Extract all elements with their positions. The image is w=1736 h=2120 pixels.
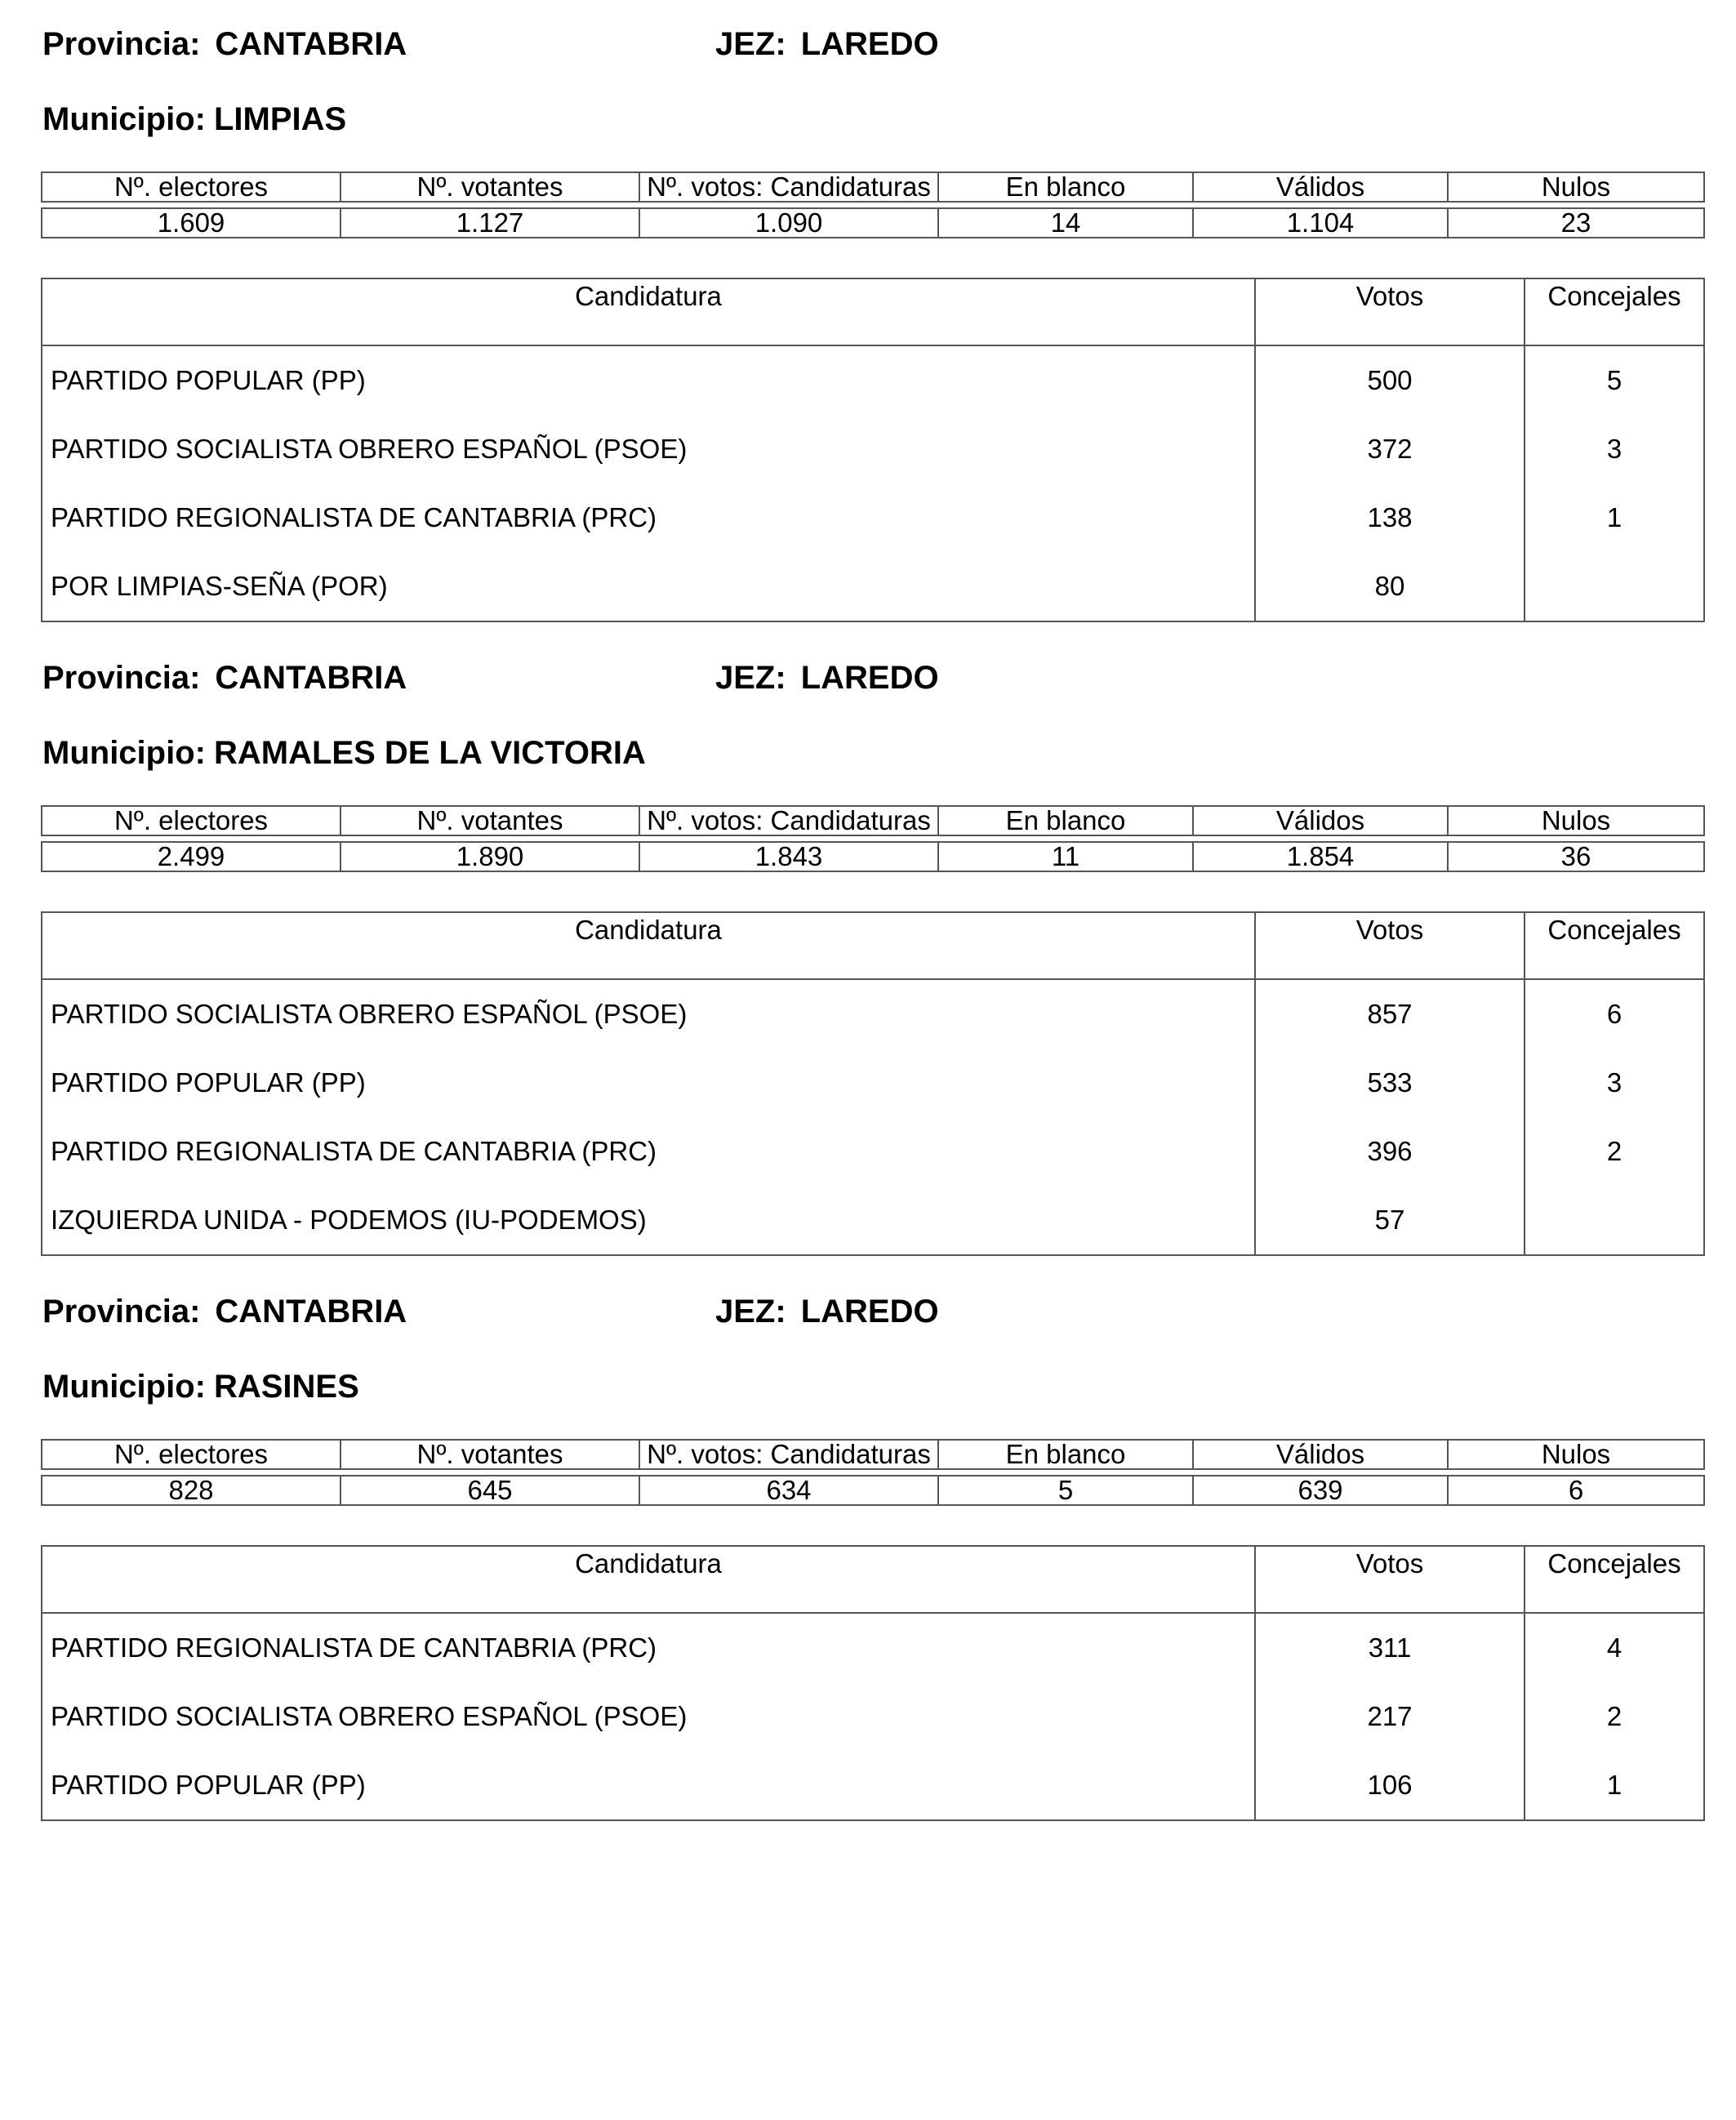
candidatura-name: PARTIDO SOCIALISTA OBRERO ESPAÑOL (PSOE)	[51, 434, 688, 464]
candidatura-name: PARTIDO REGIONALISTA DE CANTABRIA (PRC)	[51, 502, 657, 532]
municipio-heading	[42, 733, 646, 773]
jez-label: JEZ:	[715, 660, 786, 696]
candidatura-votos: 57	[1255, 1186, 1525, 1255]
value-votantes: 1.127	[341, 208, 639, 238]
candidatura-votos: 533	[1255, 1049, 1525, 1117]
summary-table	[41, 171, 1705, 238]
header-nulos: Nulos	[1448, 806, 1704, 835]
jez-label: JEZ:	[715, 1294, 786, 1329]
candidatura-row	[42, 483, 1704, 552]
candidatura-name: PARTIDO POPULAR (PP)	[51, 1067, 366, 1098]
municipio-heading	[42, 100, 346, 139]
candidatura-name: PARTIDO POPULAR (PP)	[51, 1770, 366, 1800]
provincia-value: CANTABRIA	[215, 1294, 407, 1329]
value-en-blanco: 5	[938, 1476, 1193, 1505]
jez-value: LAREDO	[800, 26, 939, 62]
value-votantes: 1.890	[341, 842, 639, 871]
municipio-label: Municipio:	[42, 1369, 206, 1405]
header-validos: Válidos	[1193, 806, 1448, 835]
candidatura-votos: 396	[1255, 1117, 1525, 1186]
value-electores: 828	[42, 1476, 341, 1505]
candidatura-row	[42, 979, 1704, 1049]
jez-value: LAREDO	[800, 1294, 939, 1329]
municipio-value: RASINES	[213, 1369, 359, 1405]
candidatura-votos: 138	[1255, 483, 1525, 552]
candidatura-votos: 857	[1255, 979, 1525, 1049]
header-candidatura: Candidatura	[42, 1546, 1255, 1613]
value-en-blanco: 11	[938, 842, 1193, 871]
value-validos: 1.104	[1193, 208, 1448, 238]
summary-gap	[42, 1469, 1704, 1476]
value-electores: 1.609	[42, 208, 341, 238]
candidatura-concejales: 2	[1525, 1682, 1704, 1751]
municipio-section-limpias	[41, 0, 1703, 604]
municipio-label: Municipio:	[42, 101, 206, 137]
candidatura-row	[42, 1613, 1704, 1682]
header-en-blanco: En blanco	[938, 172, 1193, 202]
summary-gap	[42, 835, 1704, 842]
value-votos-candidaturas: 1.090	[639, 208, 938, 238]
candidatura-row	[42, 345, 1704, 415]
header-electores: Nº. electores	[42, 172, 341, 202]
value-nulos: 23	[1448, 208, 1704, 238]
jez-heading	[715, 24, 939, 64]
candidatura-row	[42, 415, 1704, 483]
provincia-heading	[42, 658, 407, 697]
header-concejales: Concejales	[1525, 1546, 1704, 1613]
candidatura-votos: 217	[1255, 1682, 1525, 1751]
candidatura-row	[42, 1049, 1704, 1117]
provincia-value: CANTABRIA	[215, 26, 407, 62]
summary-value-row	[42, 842, 1704, 871]
header-validos: Válidos	[1193, 1440, 1448, 1469]
candidatura-votos: 500	[1255, 345, 1525, 415]
header-validos: Válidos	[1193, 172, 1448, 202]
value-validos: 1.854	[1193, 842, 1448, 871]
header-concejales: Concejales	[1525, 278, 1704, 345]
value-electores: 2.499	[42, 842, 341, 871]
candidatura-row	[42, 1186, 1704, 1255]
value-nulos: 6	[1448, 1476, 1704, 1505]
candidatura-concejales	[1525, 552, 1704, 621]
candidatura-table	[41, 911, 1705, 1256]
summary-table	[41, 805, 1705, 872]
municipio-section-ramales	[41, 634, 1703, 1238]
provincia-heading	[42, 1292, 407, 1331]
header-votos: Votos	[1255, 278, 1525, 345]
summary-table	[41, 1439, 1705, 1506]
summary-value-row	[42, 208, 1704, 238]
candidatura-concejales: 6	[1525, 979, 1704, 1049]
candidatura-table	[41, 1545, 1705, 1821]
header-votos: Votos	[1255, 1546, 1525, 1613]
candidatura-name: PARTIDO SOCIALISTA OBRERO ESPAÑOL (PSOE)	[51, 999, 688, 1029]
candidatura-header-row	[42, 912, 1704, 979]
municipio-value: LIMPIAS	[213, 101, 347, 137]
header-votantes: Nº. votantes	[341, 806, 639, 835]
value-nulos: 36	[1448, 842, 1704, 871]
candidatura-header-row	[42, 1546, 1704, 1613]
candidatura-row	[42, 1117, 1704, 1186]
candidatura-votos: 372	[1255, 415, 1525, 483]
candidatura-concejales	[1525, 1186, 1704, 1255]
value-validos: 639	[1193, 1476, 1448, 1505]
header-candidatura: Candidatura	[42, 278, 1255, 345]
candidatura-votos: 311	[1255, 1613, 1525, 1682]
header-nulos: Nulos	[1448, 1440, 1704, 1469]
candidatura-name: PARTIDO SOCIALISTA OBRERO ESPAÑOL (PSOE)	[51, 1701, 688, 1731]
summary-header-row	[42, 172, 1704, 202]
header-votos-candidaturas: Nº. votos: Candidaturas	[639, 1440, 938, 1469]
candidatura-name: PARTIDO REGIONALISTA DE CANTABRIA (PRC)	[51, 1632, 657, 1663]
header-en-blanco: En blanco	[938, 806, 1193, 835]
jez-value: LAREDO	[800, 660, 939, 696]
candidatura-votos: 106	[1255, 1751, 1525, 1820]
candidatura-votos: 80	[1255, 552, 1525, 621]
header-concejales: Concejales	[1525, 912, 1704, 979]
jez-heading	[715, 1292, 939, 1331]
municipio-label: Municipio:	[42, 735, 206, 771]
municipio-heading	[42, 1367, 359, 1406]
candidatura-row	[42, 552, 1704, 621]
header-candidatura: Candidatura	[42, 912, 1255, 979]
candidatura-concejales: 3	[1525, 415, 1704, 483]
header-votos-candidaturas: Nº. votos: Candidaturas	[639, 172, 938, 202]
candidatura-row	[42, 1682, 1704, 1751]
candidatura-name: PARTIDO REGIONALISTA DE CANTABRIA (PRC)	[51, 1136, 657, 1166]
candidatura-concejales: 2	[1525, 1117, 1704, 1186]
header-votos: Votos	[1255, 912, 1525, 979]
municipio-section-rasines	[41, 1267, 1703, 1872]
candidatura-name: POR LIMPIAS-SEÑA (POR)	[51, 571, 388, 601]
candidatura-table	[41, 278, 1705, 622]
candidatura-concejales: 4	[1525, 1613, 1704, 1682]
provincia-label: Provincia:	[42, 1294, 201, 1329]
provincia-label: Provincia:	[42, 660, 201, 696]
candidatura-name: IZQUIERDA UNIDA - PODEMOS (IU-PODEMOS)	[51, 1205, 647, 1235]
header-en-blanco: En blanco	[938, 1440, 1193, 1469]
candidatura-header-row	[42, 278, 1704, 345]
header-electores: Nº. electores	[42, 1440, 341, 1469]
summary-header-row	[42, 806, 1704, 835]
header-votantes: Nº. votantes	[341, 172, 639, 202]
value-en-blanco: 14	[938, 208, 1193, 238]
candidatura-concejales: 3	[1525, 1049, 1704, 1117]
candidatura-concejales: 1	[1525, 1751, 1704, 1820]
jez-label: JEZ:	[715, 26, 786, 62]
value-votantes: 645	[341, 1476, 639, 1505]
municipio-value: RAMALES DE LA VICTORIA	[213, 735, 646, 771]
header-votantes: Nº. votantes	[341, 1440, 639, 1469]
provincia-heading	[42, 24, 407, 64]
header-votos-candidaturas: Nº. votos: Candidaturas	[639, 806, 938, 835]
provincia-label: Provincia:	[42, 26, 201, 62]
header-nulos: Nulos	[1448, 172, 1704, 202]
value-votos-candidaturas: 1.843	[639, 842, 938, 871]
candidatura-concejales: 1	[1525, 483, 1704, 552]
jez-heading	[715, 658, 939, 697]
header-electores: Nº. electores	[42, 806, 341, 835]
candidatura-concejales: 5	[1525, 345, 1704, 415]
summary-header-row	[42, 1440, 1704, 1469]
provincia-value: CANTABRIA	[215, 660, 407, 696]
value-votos-candidaturas: 634	[639, 1476, 938, 1505]
candidatura-name: PARTIDO POPULAR (PP)	[51, 365, 366, 395]
candidatura-row	[42, 1751, 1704, 1820]
summary-value-row	[42, 1476, 1704, 1505]
summary-gap	[42, 202, 1704, 208]
